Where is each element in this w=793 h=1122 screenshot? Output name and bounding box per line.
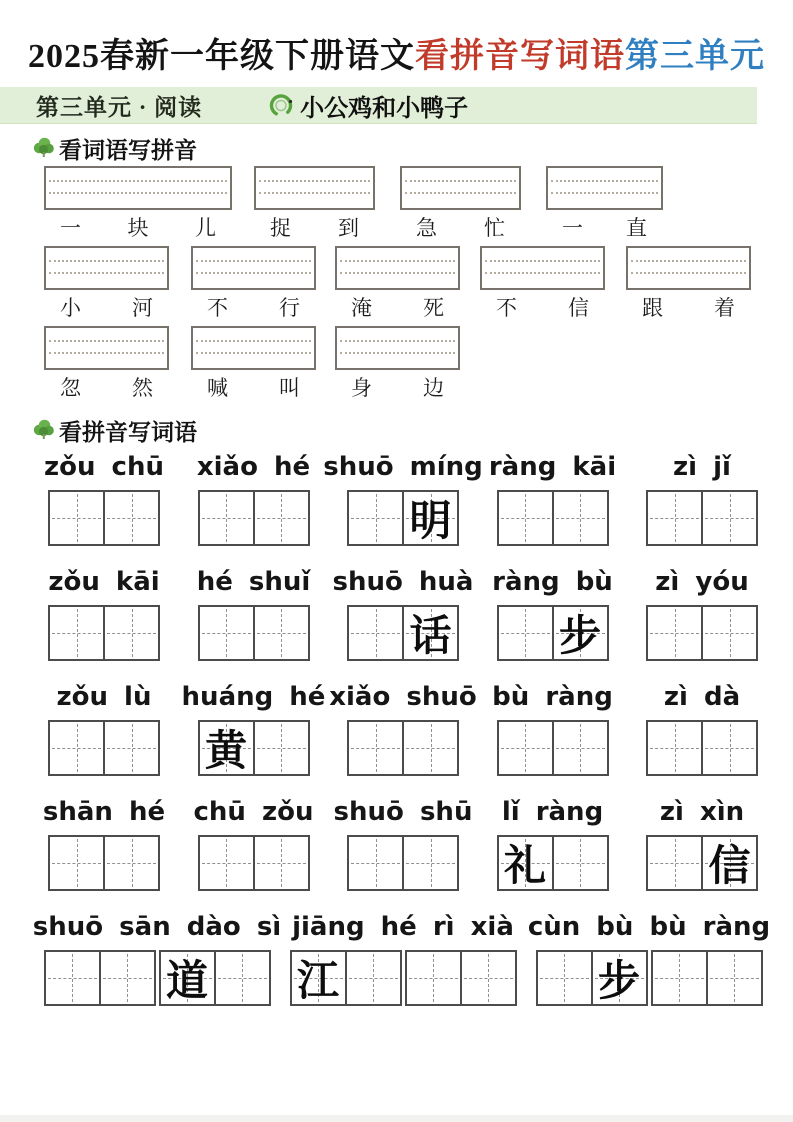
grid-cell (499, 492, 552, 544)
pinyin-ruled-box (254, 166, 375, 210)
grid-cell (552, 722, 607, 774)
pinyin-word-unit (646, 566, 758, 661)
prefilled-char (101, 952, 154, 1004)
prefilled-char (349, 607, 402, 659)
grid-cell (653, 952, 706, 1004)
page-bottom-edge (0, 1115, 793, 1122)
pinyin-label: shān hé (42, 797, 166, 827)
prefilled-char (255, 837, 308, 889)
writing-grid (497, 720, 609, 776)
grid-cell (200, 837, 253, 889)
word-label: 一块儿 (60, 216, 216, 240)
pinyin-word-unit (323, 451, 483, 546)
writing-grid (646, 605, 758, 661)
prefilled-char (200, 607, 253, 659)
pinyin-word-unit (332, 566, 474, 661)
grid-row (42, 796, 758, 891)
grid-row (48, 566, 758, 661)
prefilled-char: 步 (558, 611, 601, 660)
prefilled-char (46, 952, 99, 1004)
pinyin-label: bù ràng (492, 682, 613, 712)
pinyin-row (44, 246, 793, 321)
grid-cell (648, 492, 701, 544)
title-part-blue: 第三单元 (625, 38, 765, 75)
prefilled-char (499, 607, 552, 659)
pinyin-ruled-box (335, 326, 460, 370)
writing-grid (48, 490, 160, 546)
pinyin-label: zì jǐ (673, 452, 731, 482)
section2-heading (32, 415, 793, 445)
pinyin-word-unit (294, 911, 512, 1006)
grid-group (347, 490, 459, 546)
prefilled-char (653, 952, 706, 1004)
pinyin-label: jiāng hé rì xià (292, 912, 514, 942)
writing-grid (497, 605, 609, 661)
grid-group (198, 605, 310, 661)
word-pinyin-unit (191, 326, 316, 401)
grid-cell (499, 607, 552, 659)
grid-cell (538, 952, 591, 1004)
grid-group (198, 490, 310, 546)
grid-group (44, 950, 271, 1006)
pinyin-word-unit (329, 681, 477, 776)
grid-group (497, 605, 609, 661)
section1-heading-text: 看词语写拼音 (59, 137, 197, 163)
writing-grid (646, 720, 758, 776)
grid-cell (648, 837, 701, 889)
word-label: 忽然 (60, 376, 153, 400)
pinyin-label: huáng hé (181, 682, 326, 712)
pinyin-word-unit (333, 796, 473, 891)
grid-group (536, 950, 763, 1006)
pinyin-label: shuō huà (332, 567, 474, 597)
grid-group (48, 490, 160, 546)
grid-cell (200, 492, 253, 544)
unit-label: 第三单元 · 阅读 (36, 94, 203, 120)
grid-cell (103, 607, 158, 659)
prefilled-char (499, 722, 552, 774)
word-pinyin-unit (335, 326, 460, 401)
writing-grid (347, 490, 459, 546)
pinyin-label: zì xìn (659, 797, 745, 827)
word-pinyin-unit (335, 246, 460, 321)
writing-grid (646, 490, 758, 546)
grid-group (646, 835, 758, 891)
prefilled-char (255, 492, 308, 544)
grid-group (290, 950, 517, 1006)
writing-grid (651, 950, 763, 1006)
pinyin-label: lǐ ràng (501, 797, 604, 827)
grid-cell (349, 492, 402, 544)
prefilled-char (347, 952, 400, 1004)
pinyin-ruled-box (480, 246, 605, 290)
grid-row (48, 681, 758, 776)
grid-cell (200, 722, 253, 774)
prefilled-char (255, 722, 308, 774)
prefilled-char: 信 (708, 841, 751, 890)
prefilled-char (50, 607, 103, 659)
writing-grid (646, 835, 758, 891)
prefilled-char: 话 (409, 611, 452, 660)
pinyin-label: shuō shū (333, 797, 473, 827)
pinyin-label: zǒu chū (44, 452, 164, 482)
grid-cell (349, 837, 402, 889)
tree-icon (32, 136, 56, 160)
title-part-black: 2025春新一年级下册语文 (28, 38, 415, 75)
word-label: 跟着 (642, 296, 735, 320)
tree-icon (32, 418, 56, 442)
pinyin-word-unit (497, 796, 609, 891)
grid-group (347, 605, 459, 661)
prefilled-char (404, 837, 457, 889)
grid-cell (253, 607, 308, 659)
pinyin-row (44, 166, 793, 241)
word-label: 捉到 (270, 216, 359, 240)
prefilled-char (499, 492, 552, 544)
green-swirl-icon (268, 92, 295, 119)
lesson-title: 小公鸡和小鸭子 (300, 95, 469, 122)
prefilled-char: 明 (409, 496, 452, 545)
grid-group (497, 490, 609, 546)
word-pinyin-unit (44, 166, 232, 241)
grid-cell (50, 837, 103, 889)
pinyin-ruled-box (546, 166, 663, 210)
writing-grid (347, 720, 459, 776)
grid-group (497, 835, 609, 891)
word-label: 急忙 (416, 216, 505, 240)
prefilled-char (255, 607, 308, 659)
prefilled-char (349, 837, 402, 889)
prefilled-char: 道 (165, 956, 208, 1005)
pinyin-ruled-box (335, 246, 460, 290)
pinyin-word-unit (181, 681, 326, 776)
pinyin-label: zǒu lù (56, 682, 152, 712)
word-label: 喊叫 (207, 376, 300, 400)
writing-grid (48, 605, 160, 661)
prefilled-char (105, 722, 158, 774)
prefilled-char (462, 952, 515, 1004)
pinyin-ruled-box (191, 246, 316, 290)
writing-grid (198, 605, 310, 661)
word-pinyin-unit (44, 246, 169, 321)
pinyin-label: cùn bù bù ràng (527, 912, 771, 942)
grid-cell (161, 952, 214, 1004)
prefilled-char (407, 952, 460, 1004)
grid-cell (253, 722, 308, 774)
grid-cell (402, 492, 457, 544)
prefilled-char (538, 952, 591, 1004)
grid-group (646, 720, 758, 776)
writing-grid (44, 950, 156, 1006)
prefilled-char (105, 837, 158, 889)
pinyin-word-unit (48, 681, 160, 776)
prefilled-char (404, 722, 457, 774)
grid-cell (499, 837, 552, 889)
pinyin-label: xiǎo hé (196, 452, 311, 482)
grid-cell (552, 607, 607, 659)
lesson-title-group (268, 88, 468, 123)
prefilled-char (703, 722, 756, 774)
page-title (0, 34, 793, 80)
grid-group (646, 605, 758, 661)
pinyin-ruled-box (44, 326, 169, 370)
prefilled-char (703, 607, 756, 659)
word-writing-section (0, 451, 793, 1006)
prefilled-char (200, 837, 253, 889)
prefilled-char (216, 952, 269, 1004)
grid-cell (499, 722, 552, 774)
grid-cell (50, 492, 103, 544)
word-label: 身边 (351, 376, 444, 400)
grid-group (497, 720, 609, 776)
prefilled-char (648, 837, 701, 889)
pinyin-writing-section (0, 166, 793, 401)
grid-group (48, 720, 160, 776)
prefilled-char: 江 (296, 956, 339, 1005)
writing-grid (198, 835, 310, 891)
grid-cell (402, 837, 457, 889)
pinyin-word-unit (492, 681, 613, 776)
prefilled-char (50, 837, 103, 889)
pinyin-label: xiǎo shuō (329, 682, 477, 712)
word-label: 淹死 (351, 296, 444, 320)
pinyin-word-unit (492, 566, 613, 661)
grid-cell (701, 492, 756, 544)
pinyin-label: ràng kāi (488, 452, 617, 482)
section2-heading-text: 看拼音写词语 (59, 419, 197, 445)
prefilled-char (554, 492, 607, 544)
grid-cell (701, 837, 756, 889)
pinyin-label: shuō míng (323, 452, 483, 482)
grid-cell (460, 952, 515, 1004)
grid-group (48, 835, 160, 891)
grid-cell (701, 722, 756, 774)
pinyin-label: ràng bù (492, 567, 613, 597)
grid-cell (648, 722, 701, 774)
grid-cell (407, 952, 460, 1004)
prefilled-char (554, 837, 607, 889)
pinyin-word-unit (198, 451, 310, 546)
grid-group (347, 720, 459, 776)
grid-group (198, 720, 310, 776)
writing-grid (497, 490, 609, 546)
writing-grid (48, 720, 160, 776)
pinyin-ruled-box (626, 246, 751, 290)
pinyin-word-unit (646, 681, 758, 776)
grid-group (646, 490, 758, 546)
pinyin-word-unit (193, 796, 314, 891)
writing-grid (347, 835, 459, 891)
grid-cell (253, 837, 308, 889)
prefilled-char (349, 492, 402, 544)
grid-cell (345, 952, 400, 1004)
prefilled-char (648, 607, 701, 659)
word-pinyin-unit (480, 246, 605, 321)
prefilled-char (105, 607, 158, 659)
pinyin-word-unit (646, 796, 758, 891)
grid-cell (50, 607, 103, 659)
prefilled-char: 步 (597, 956, 640, 1005)
grid-row (32, 911, 771, 1006)
grid-cell (292, 952, 345, 1004)
word-pinyin-unit (191, 246, 316, 321)
title-part-red: 看拼音写词语 (415, 38, 625, 75)
pinyin-word-unit (198, 566, 310, 661)
word-pinyin-unit (400, 166, 521, 241)
grid-cell (552, 837, 607, 889)
grid-cell (402, 722, 457, 774)
prefilled-char (105, 492, 158, 544)
pinyin-word-unit (48, 566, 160, 661)
pinyin-word-unit (42, 796, 166, 891)
grid-cell (103, 837, 158, 889)
prefilled-char (349, 722, 402, 774)
section1-heading (32, 133, 793, 163)
grid-cell (214, 952, 269, 1004)
grid-cell (103, 722, 158, 774)
pinyin-ruled-box (44, 166, 232, 210)
grid-row (44, 451, 758, 546)
writing-grid (536, 950, 648, 1006)
pinyin-word-unit (646, 451, 758, 546)
word-label: 小河 (60, 296, 153, 320)
prefilled-char (50, 492, 103, 544)
prefilled-char: 黄 (204, 726, 247, 775)
pinyin-label: zǒu kāi (48, 567, 160, 597)
pinyin-label: zì dà (663, 682, 741, 712)
grid-cell (99, 952, 154, 1004)
word-pinyin-unit (44, 326, 169, 401)
grid-cell (349, 607, 402, 659)
word-pinyin-unit (546, 166, 663, 241)
writing-grid (347, 605, 459, 661)
writing-grid (198, 720, 310, 776)
grid-cell (402, 607, 457, 659)
grid-cell (103, 492, 158, 544)
unit-header-bar (0, 87, 757, 123)
grid-cell (253, 492, 308, 544)
prefilled-char (50, 722, 103, 774)
grid-cell (706, 952, 761, 1004)
grid-group (198, 835, 310, 891)
prefilled-char (200, 492, 253, 544)
grid-cell (349, 722, 402, 774)
grid-cell (648, 607, 701, 659)
writing-grid (497, 835, 609, 891)
pinyin-word-unit (527, 911, 771, 1006)
prefilled-char (648, 722, 701, 774)
prefilled-char (703, 492, 756, 544)
writing-grid (48, 835, 160, 891)
writing-grid (159, 950, 271, 1006)
pinyin-word-unit (488, 451, 617, 546)
grid-group (48, 605, 160, 661)
grid-group (347, 835, 459, 891)
pinyin-ruled-box (191, 326, 316, 370)
word-label: 一直 (562, 216, 647, 240)
word-label: 不行 (207, 296, 300, 320)
pinyin-word-unit (44, 451, 164, 546)
prefilled-char (554, 722, 607, 774)
prefilled-char (708, 952, 761, 1004)
prefilled-char: 礼 (503, 841, 546, 890)
grid-cell (200, 607, 253, 659)
pinyin-label: hé shuǐ (196, 567, 311, 597)
prefilled-char (648, 492, 701, 544)
writing-grid (198, 490, 310, 546)
pinyin-ruled-box (400, 166, 521, 210)
pinyin-label: zì yóu (655, 567, 749, 597)
grid-cell (552, 492, 607, 544)
pinyin-label: shuō sān dào sì (32, 912, 282, 942)
word-pinyin-unit (626, 246, 751, 321)
grid-cell (591, 952, 646, 1004)
word-label: 不信 (496, 296, 589, 320)
writing-grid (290, 950, 402, 1006)
writing-grid (405, 950, 517, 1006)
grid-cell (701, 607, 756, 659)
pinyin-word-unit (32, 911, 282, 1006)
grid-cell (50, 722, 103, 774)
grid-cell (46, 952, 99, 1004)
pinyin-label: chū zǒu (193, 797, 314, 827)
pinyin-row (44, 326, 793, 401)
word-pinyin-unit (254, 166, 375, 241)
pinyin-ruled-box (44, 246, 169, 290)
